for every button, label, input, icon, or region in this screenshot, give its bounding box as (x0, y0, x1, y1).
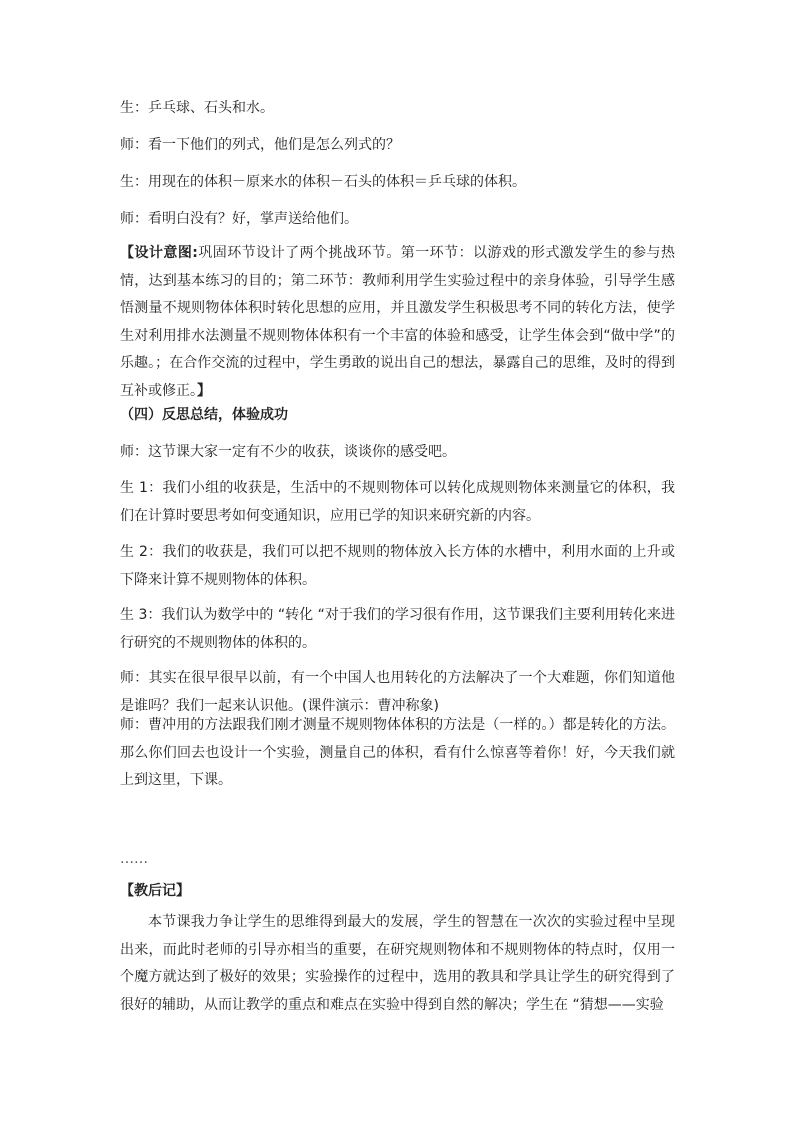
student-1-response: 生 1：我们小组的收获是，生活中的不规则物体可以转化成规则物体来测量它的体积，我们在计算时要思考如何变通知识，应用已学的知识来研究新的内容。 (120, 480, 675, 524)
teacher-prompt: 师：这节课大家一定有不少的收获，谈谈你的感受吧。 (120, 444, 456, 460)
dialogue-line-3: 生：用现在的体积－原来水的体积－石头的体积＝乒乓球的体积。 (120, 174, 526, 190)
design-intent-text: 巩固环节设计了两个挑战环节。第一环节：以游戏的形式激发学生的参与热情，达到基本练习的目的；第二环节：教师利用学生实验过程中的亲身体验，引导学生感悟测量不规则物体体积时转化思想的应用，并且激发学生积极思考不同的转化方法，使学生对利用排水法测量不规则物体体积有一个丰富的体验和感受，让学生体会到“做中学”的乐趣。；在合作交流的过程中，学生勇敢的说出自己的想法，暴露自己的思维，及时的得到互补或修正。 (120, 245, 675, 399)
design-intent-closing: 】 (197, 382, 211, 399)
design-intent-label: 【设计意图: (120, 245, 198, 261)
teacher-closing: 师：曹冲用的方法跟我们刚才测量不规则物体体积的方法是（一样的。）都是转化的方法。那么你们回去也设计一个实验，测量自己的体积，看有什么惊喜等着你！好，今天我们就上到这里，下课。 (120, 717, 675, 788)
student-3-response: 生 3：我们认为数学中的 “转化 “对于我们的学习很有作用，这节课我们主要利用转化来进行研究的不规则物体的体积的。 (120, 607, 675, 651)
section-heading: （四）反思总结，体验成功 (120, 407, 288, 423)
dialogue-line-2: 师：看一下他们的列式，他们是怎么列式的？ (120, 137, 400, 153)
design-intent-paragraph (120, 240, 675, 405)
dialogue-line-1: 生：乒乓球、石头和水。 (120, 100, 274, 116)
dialogue-line-4: 师：看明白没有？好，掌声送给他们。 (120, 211, 358, 227)
postscript-paragraph: 本节课我力争让学生的思维得到最大的发展，学生的智慧在一次次的实验过程中呈现出来，而此时老师的引导亦相当的重要，在研究规则物体和不规则物体的特点时，仅用一个魔方就达到了极好的效果；实验操作的过程中，选用的教具和学具让学生的研究得到了很好的辅助，从而让教学的重点和难点在实验中得到自然的解决；学生在 “猜想——实验 (120, 914, 675, 1013)
ellipsis-separator: …… (120, 851, 148, 867)
postscript-heading: 【教后记】 (120, 883, 190, 899)
student-2-response: 生 2：我们的收获是，我们可以把不规则的物体放入长方体的水槽中，利用水面的上升或下降来计算不规则物体的体积。 (120, 544, 675, 588)
teacher-story: 师：其实在很早很早以前，有一个中国人也用转化的方法解决了一个大难题，你们知道他是谁吗？我们一起来认识他。(课件演示：曹冲称象) (120, 670, 675, 714)
